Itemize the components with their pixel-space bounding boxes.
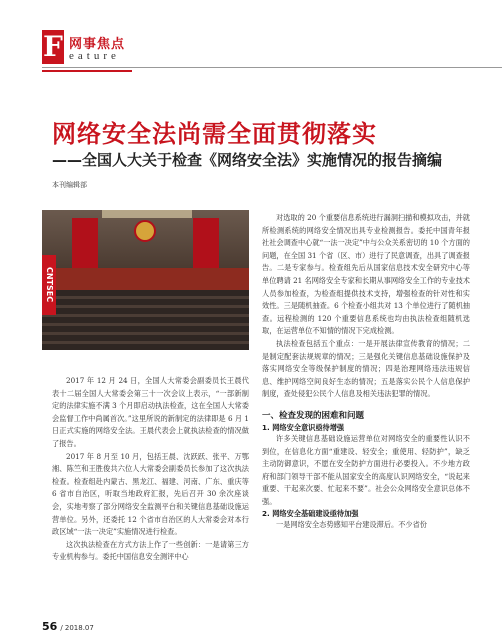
meeting-photo — [42, 210, 249, 350]
photo-stage — [42, 268, 249, 290]
paragraph: 2017 年 12 月 24 日，全国人大常委会副委员长王晨代表十二届全国人大常委会第三十一次会议上表示，“一部新制定的法律实施不满 3 个月即启动执法检查，这在全国人大常委会监督工作中尚属首次。”这里所说的新制定的法律即是 6 月 1 日正式实施的网络安全法。王晨代表会上就执法检查的情况做了报告。 — [52, 376, 249, 448]
left-column — [52, 375, 249, 564]
paragraph: 一是网络安全态势感知平台建设滞后。不少省份 — [276, 520, 427, 530]
photo-source-tag: CNTSEC — [42, 255, 56, 315]
section-name-cn: 网事焦点 — [69, 37, 126, 52]
article-subtitle: ——全国人大关于检查《网络安全法》实施情况的报告摘编 — [52, 151, 443, 169]
page-number: 56 — [42, 620, 58, 633]
article-byline: 本刊编辑部 — [52, 181, 87, 189]
issue-label: / 2018.07 — [60, 624, 94, 632]
paragraph: 许多关键信息基础设施运营单位对网络安全的重要性认识不到位，在信息化方面“重建设、轻安全；重使用、轻防护”，缺乏主动防御意识，不愿在安全防护方面进行必要投入。不少地方政府和部门领导干部不能从国家安全的高度认识网络安全，“说起来重要、干起来次要、忙起来不要”。社会公众网络安全意识总体不强。 — [262, 433, 470, 506]
photo-audience — [42, 290, 249, 350]
right-column — [262, 212, 470, 532]
section-header — [42, 30, 182, 72]
photo-flag-right — [193, 218, 219, 268]
subsection-heading: 2. 网络安全基础建设亟待加强 — [262, 509, 359, 519]
header-accent-bar — [42, 70, 132, 72]
paragraph: 2017 年 8 月至 10 月，包括王晨、沈跃跃、张平、万鄂湘、陈竺和王胜俊共六位人大常委会副委员长参加了这次执法检查。检查组赴内蒙古、黑龙江、福建、河南、广东、重庆等 6 省市自治区，听取当地政府汇报，先后召开 30 余次座谈会，实地考察了部分网络安全监测平台和关键信息基础设施运营单位。另外，还委托 12 个省市自治区的人大常委会对本行政区域“一法一决定”实施情况进行检查。 — [52, 451, 249, 537]
photo-emblem — [134, 220, 156, 242]
paragraph: 对选取的 20 个重要信息系统进行漏洞扫描和模拟攻击，并就所检测系统的网络安全情况出具专业检测报告。委托中国青年报社社会调查中心就“一法一决定”中与公众关系密切的 10 个方面的问题，在全国 31 个省（区、市）进行了民意调查，出具了调查报告。二是专家参与。检查组先后从国家信息技术安全研究中心等单位聘请 21 名网络安全专家和长期从事网络安全工作的专业技术人员参加检查，为检查组提供技术支持，增强检查的针对性和实效性。三是随机抽查。6 个检查小组共对 13 个单位进行了随机抽查。远程检测的 120 个重要信息系统也均由执法检查组随机选取，在运营单位不知情的情况下完成检测。 — [262, 213, 470, 336]
page-footer — [42, 620, 94, 633]
paragraph: 执法检查包括五个重点：一是开展法律宣传教育的情况；二是制定配套法规规章的情况；三是强化关键信息基础设施保护及落实网络安全等级保护制度的情况；四是治理网络违法违规信息、维护网络空间良好生态的情况；五是落实公民个人信息保护制度，查处侵犯公民个人信息及相关违法犯罪的情况。 — [262, 338, 470, 399]
header-divider — [42, 67, 502, 68]
subsection-heading: 1. 网络安全意识亟待增强 — [262, 422, 345, 432]
section-heading: 一、检查发现的困难和问题 — [262, 410, 365, 421]
photo-flag-left — [72, 218, 98, 268]
article-title: 网络安全法尚需全面贯彻落实 — [52, 120, 377, 148]
feature-logo: F — [43, 30, 63, 63]
section-name-en: eature — [69, 50, 120, 62]
photo-light — [102, 210, 192, 218]
paragraph: 这次执法检查在方式方法上作了一些创新：一是请第三方专业机构参与。委托中国信息安全测评中心 — [52, 539, 249, 562]
